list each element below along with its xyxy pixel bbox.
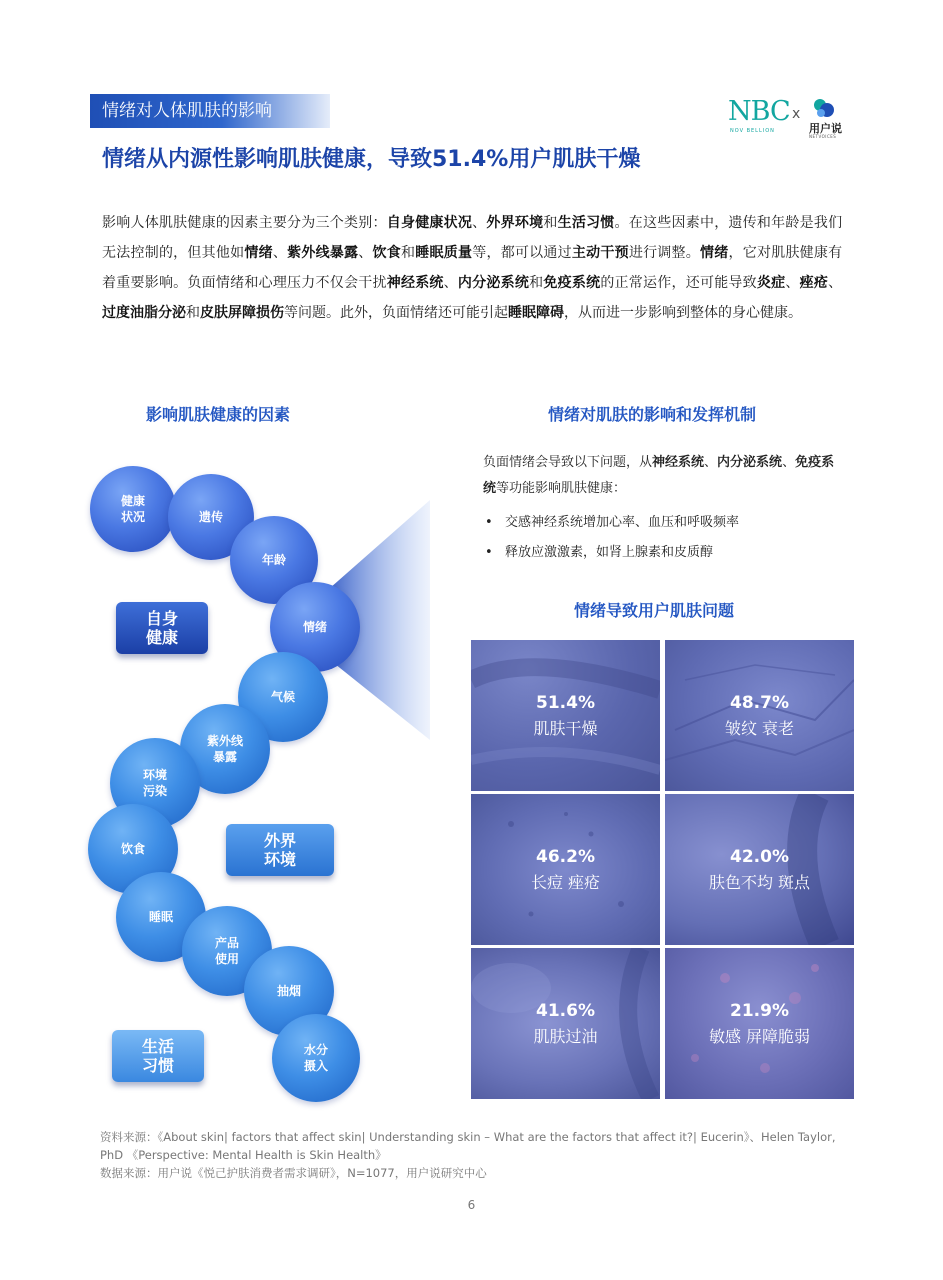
issue-tile [665, 794, 854, 945]
section-tag: 情绪对人体肌肤的影响 [90, 94, 330, 128]
netvoices-logo-text: 用户说 [809, 122, 842, 135]
issue-label: 肤色不均 斑点 [708, 872, 811, 892]
brand-logos [728, 96, 844, 146]
factor-climate: 气候 [238, 652, 328, 742]
issue-tile [665, 948, 854, 1099]
issue-label: 皱纹 衰老 [724, 718, 795, 738]
issue-label: 长痘 痤疮 [530, 872, 601, 892]
issue-label: 肌肤干燥 [533, 718, 598, 738]
factor-pollution: 环境 污染 [110, 738, 200, 828]
page-title: 情绪从内源性影响肌肤健康，导致51.4%用户肌肤干燥 [102, 147, 641, 172]
issue-percent: 46.2% [536, 846, 595, 867]
issue-label: 敏感 屏障脆弱 [708, 1026, 811, 1046]
skin-issues-title: 情绪导致用户肌肤问题 [574, 601, 735, 620]
issue-percent: 21.9% [730, 1000, 789, 1021]
issue-tile [471, 640, 660, 791]
factor-water-intake: 水分 摄入 [272, 1014, 360, 1102]
source-data: 数据来源：用户说《悦己护肤消费者需求调研》，N=1077，用户说研究中心 [100, 1166, 487, 1180]
source-notes [100, 1128, 845, 1182]
page-number: 6 [467, 1198, 476, 1212]
bullet-item: • 释放应激激素，如肾上腺素和皮质醇 [483, 538, 843, 568]
factor-sleep: 睡眠 [116, 872, 206, 962]
issue-tile [471, 948, 660, 1099]
emotion-mechanism-title: 情绪对肌肤的影响和发挥机制 [548, 405, 757, 424]
mechanism-bullets [483, 508, 843, 568]
nbc-logo: NBC [728, 96, 790, 127]
issue-percent: 48.7% [730, 692, 789, 713]
factor-age: 年龄 [230, 516, 318, 604]
issue-tile [471, 794, 660, 945]
bullet-item: • 交感神经系统增加心率、血压和呼吸频率 [483, 508, 843, 538]
issue-tile [665, 640, 854, 791]
intro-paragraph: 影响人体肌肤健康的因素主要分为三个类别：自身健康状况、外界环境和生活习惯。在这些因素中，遗传和年龄是我们无法控制的，但其他如情绪、紫外线暴露、饮食和睡眠质量等，都可以通过主动干预进行调整。情绪，它对肌肤健康有着重要影响。负面情绪和心理压力不仅会干扰神经系统、内分泌系统和免疫系统的正常运作，还可能导致炎症、痤疮、过度油脂分泌和皮肤屏障损伤等问题。此外，负面情绪还可能引起睡眠障碍，从而进一步影响到整体的身心健康。 [102, 215, 843, 321]
mechanism-description: 负面情绪会导致以下问题，从神经系统、内分泌系统、免疫系统等功能影响肌肤健康： [483, 455, 835, 496]
factor-emotion: 情绪 [270, 582, 360, 672]
netvoices-logo-icon [810, 98, 836, 120]
nbc-logo-subtext: NOV BELLION [730, 128, 775, 134]
issue-percent: 51.4% [536, 692, 595, 713]
skin-issues-grid [471, 640, 854, 1099]
category-lifestyle: 生活 习惯 [112, 1030, 204, 1082]
factor-diet: 饮食 [88, 804, 178, 894]
factor-product-use: 产品 使用 [182, 906, 272, 996]
factors-diagram [80, 440, 500, 1110]
netvoices-logo-subtext: NETVOICES [809, 134, 837, 139]
issue-label: 肌肤过油 [533, 1026, 598, 1046]
factors-title: 影响肌肤健康的因素 [146, 405, 291, 424]
issue-percent: 41.6% [536, 1000, 595, 1021]
category-self-health: 自身 健康 [116, 602, 208, 654]
collab-x: x [792, 106, 801, 122]
factor-uv-exposure: 紫外线 暴露 [180, 704, 270, 794]
source-literature: 资料来源：《About skin| factors that affect skin| Understanding skin – What are the factors that affect it?| Eucerin》、Helen Taylor, PhD 《Perspective: Mental Health is Skin Health》 [100, 1130, 836, 1162]
category-environment: 外界 环境 [226, 824, 334, 876]
issue-percent: 42.0% [730, 846, 789, 867]
factor-smoking: 抽烟 [244, 946, 334, 1036]
factor-genetics: 遗传 [168, 474, 254, 560]
factor-health-status: 健康 状况 [90, 466, 176, 552]
